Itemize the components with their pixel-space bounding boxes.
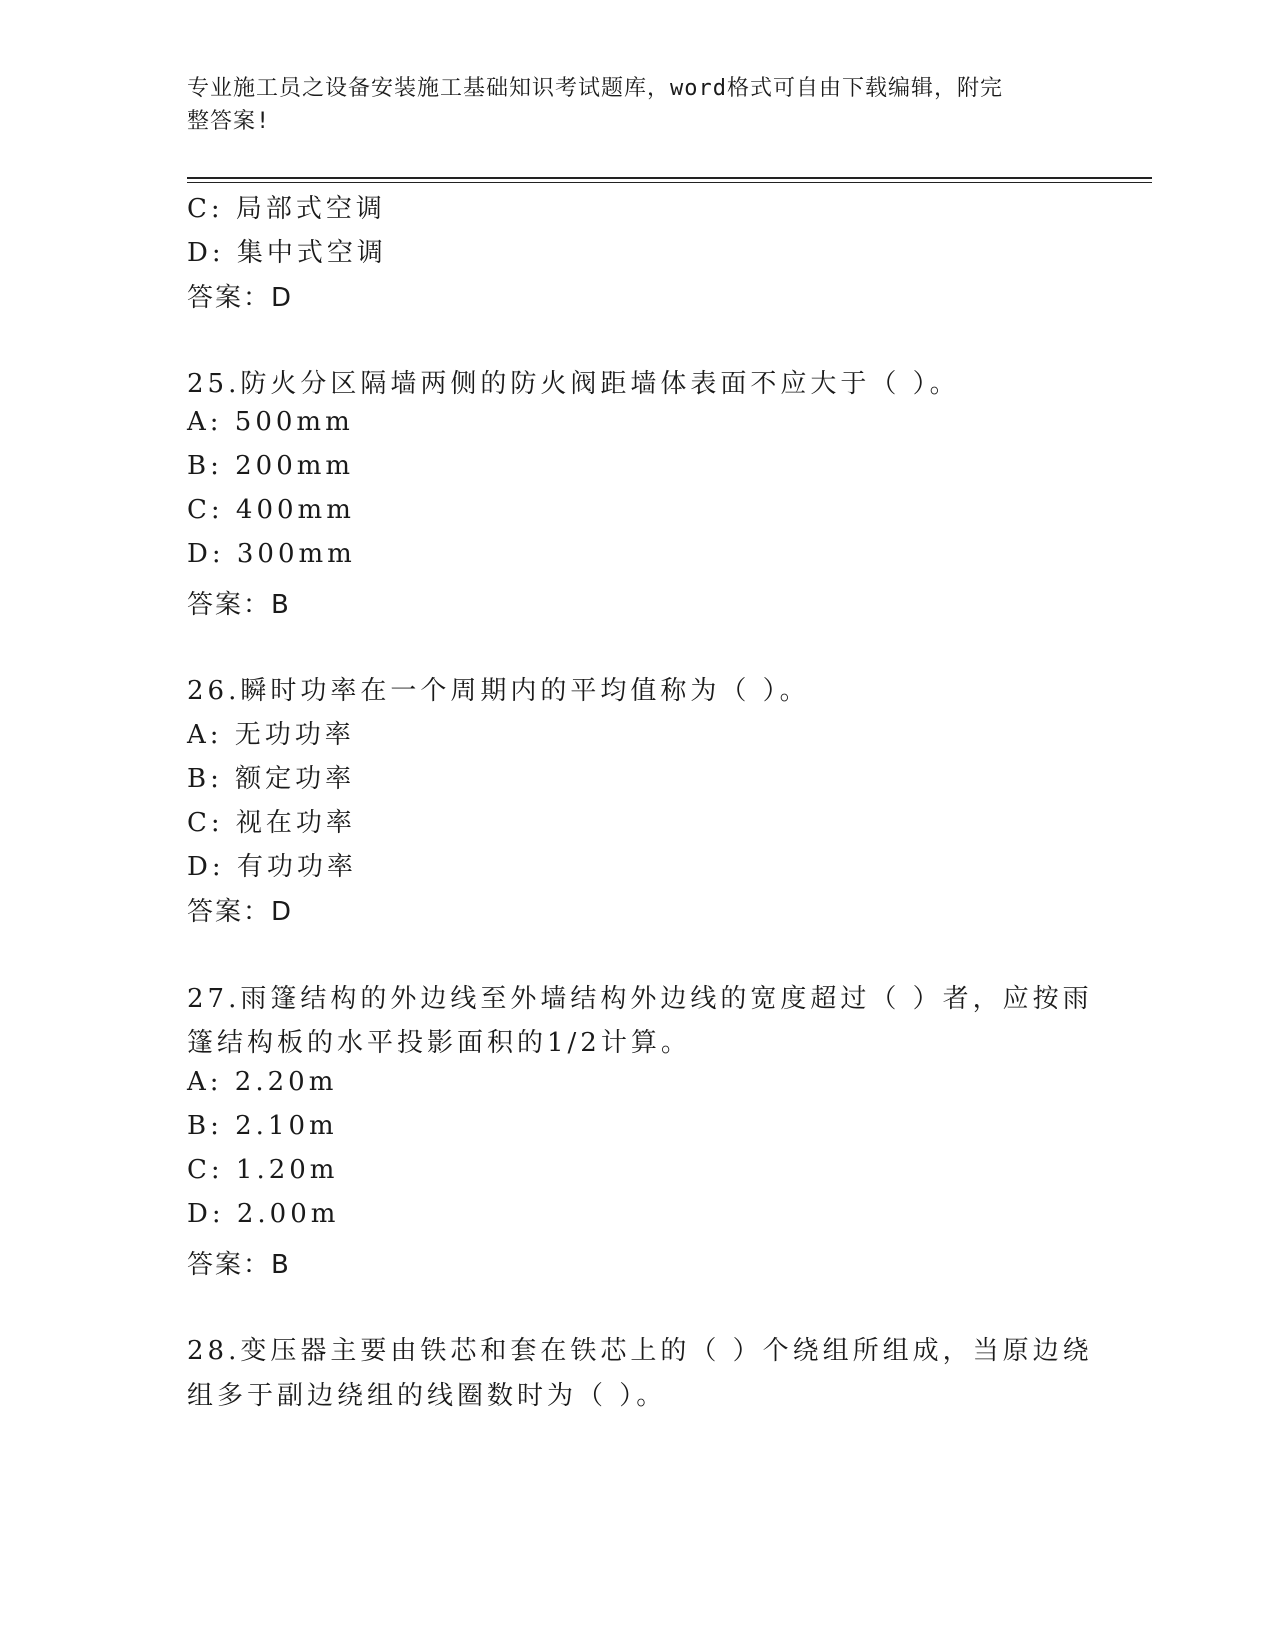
q26-option-c: C: 视在功率: [187, 808, 356, 838]
header-divider-thick: [187, 177, 1152, 179]
q28-stem-line-1: 28.变压器主要由铁芯和套在铁芯上的（ ）个绕组所组成，当原边绕: [187, 1336, 1093, 1366]
q27-option-d: D: 2.00m: [187, 1199, 340, 1229]
q26-answer: 答案：D: [187, 897, 294, 927]
q28-stem-line-2: 组多于副边绕组的线圈数时为（ ）。: [187, 1381, 667, 1411]
q25-option-c: C: 400mm: [187, 495, 355, 525]
prev-option-d: D: 集中式空调: [187, 238, 387, 268]
q26-option-d: D: 有功功率: [187, 852, 357, 882]
prev-answer: 答案：D: [187, 283, 294, 313]
q25-stem: 25.防火分区隔墙两侧的防火阀距墙体表面不应大于（ ）。: [187, 369, 960, 399]
q25-option-d: D: 300mm: [187, 539, 356, 569]
q26-stem: 26.瞬时功率在一个周期内的平均值称为（ ）。: [187, 676, 810, 706]
header-line-1: 专业施工员之设备安装施工基础知识考试题库，word格式可自由下载编辑，附完: [187, 76, 1003, 101]
q26-option-b: B: 额定功率: [187, 764, 356, 794]
q27-stem-line-1: 27.雨篷结构的外边线至外墙结构外边线的宽度超过（ ）者，应按雨: [187, 984, 1093, 1014]
q25-answer: 答案：B: [187, 590, 291, 620]
q27-stem-line-2: 篷结构板的水平投影面积的1/2计算。: [187, 1028, 691, 1058]
q27-option-a: A: 2.20m: [187, 1067, 338, 1097]
q27-answer: 答案：B: [187, 1250, 291, 1280]
q25-option-a: A: 500mm: [187, 407, 354, 437]
q27-option-b: B: 2.10m: [187, 1111, 338, 1141]
header-line-2: 整答案!: [187, 109, 271, 134]
q26-option-a: A: 无功功率: [187, 720, 355, 750]
q27-option-c: C: 1.20m: [187, 1155, 339, 1185]
prev-option-c: C: 局部式空调: [187, 194, 386, 224]
document-header: [187, 72, 1067, 138]
q25-option-b: B: 200mm: [187, 451, 355, 481]
header-divider-thin: [187, 182, 1152, 183]
